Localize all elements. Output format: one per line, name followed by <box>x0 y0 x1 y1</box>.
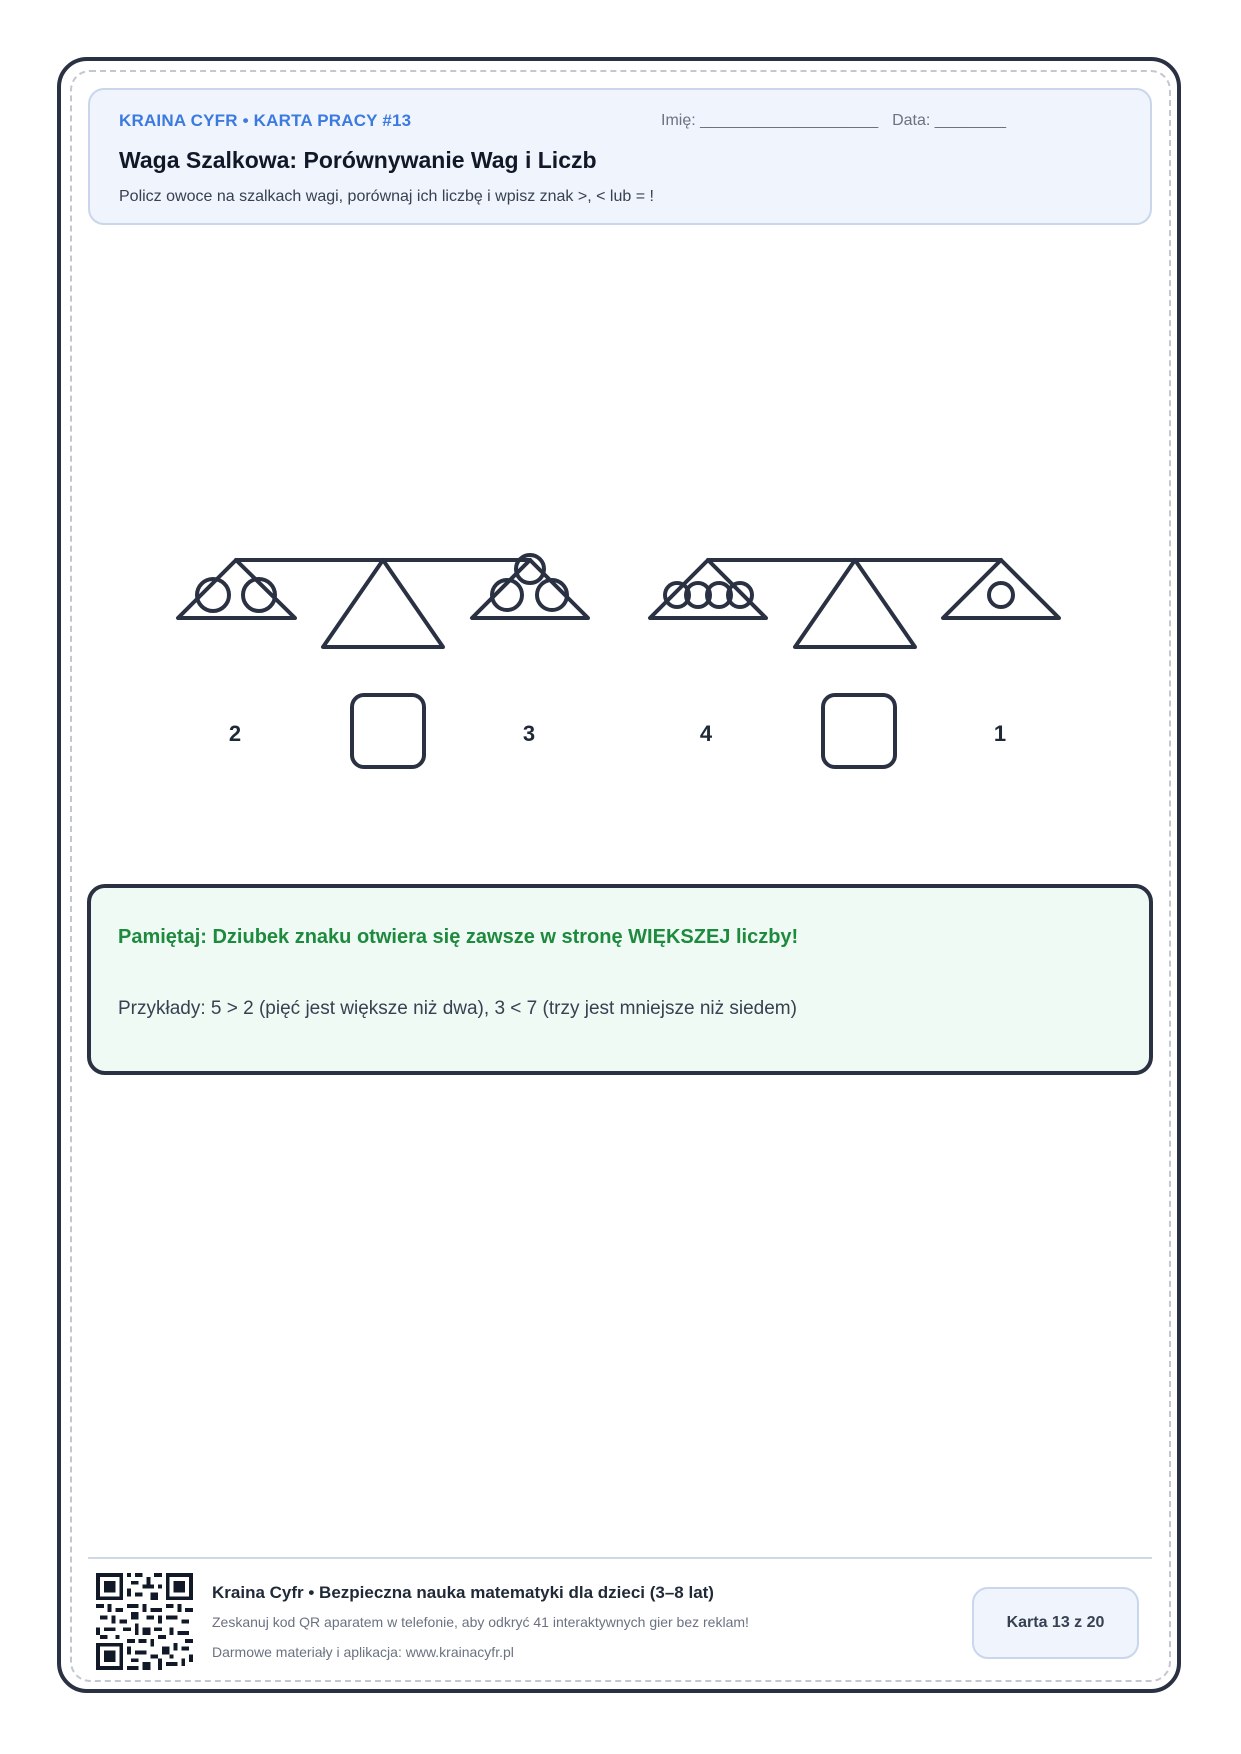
footer-title: Kraina Cyfr • Bezpieczna nauka matematyki dla dzieci (3–8 lat) <box>212 1583 714 1602</box>
right-pan <box>943 560 1059 618</box>
right-pan <box>472 560 588 618</box>
footer-divider <box>88 1557 1152 1559</box>
page-title: Waga Szalkowa: Porównywanie Wag i Liczb <box>119 147 597 173</box>
date-field[interactable]: Data: ________ <box>892 112 1006 129</box>
footer-website: Darmowe materiały i aplikacja: www.krainacyfr.pl <box>212 1644 514 1660</box>
left-pan <box>178 560 295 618</box>
answer-box-input-1[interactable] <box>352 695 424 767</box>
tip-box <box>87 884 1153 1075</box>
name-field[interactable]: Imię: ____________________ <box>661 112 879 129</box>
answer-box-input-2[interactable] <box>823 695 895 767</box>
tip-examples: Przykłady: 5 > 2 (pięć jest większe niż dwa), 3 < 7 (trzy jest mniejsze niż siedem) <box>118 998 797 1019</box>
balance-scales-illustration <box>0 0 1241 800</box>
qr-code-icon[interactable] <box>96 1573 193 1670</box>
right-count-1: 3 <box>522 721 536 746</box>
balance-scale-2 <box>650 560 1059 647</box>
scale-base <box>795 560 915 647</box>
scale-base <box>323 560 443 647</box>
tip-title: Pamiętaj: Dziubek znaku otwiera się zawsze w stronę WIĘKSZEJ liczby! <box>118 926 799 948</box>
footer-qr-hint: Zeskanuj kod QR aparatem w telefonie, aby odkryć 41 interaktywnych gier bez reklam! <box>212 1614 749 1630</box>
page-instructions: Policz owoce na szalkach wagi, porównaj ich liczbę i wpisz znak >, < lub = ! <box>119 188 654 205</box>
balance-scale-1 <box>178 555 588 647</box>
right-count-2: 1 <box>993 721 1007 746</box>
brand-label: KRAINA CYFR • KARTA PRACY #13 <box>119 111 412 130</box>
left-count-1: 2 <box>228 721 242 746</box>
fruit-icon <box>989 583 1013 607</box>
page-number-badge: Karta 13 z 20 <box>972 1587 1139 1659</box>
left-count-2: 4 <box>699 721 713 746</box>
